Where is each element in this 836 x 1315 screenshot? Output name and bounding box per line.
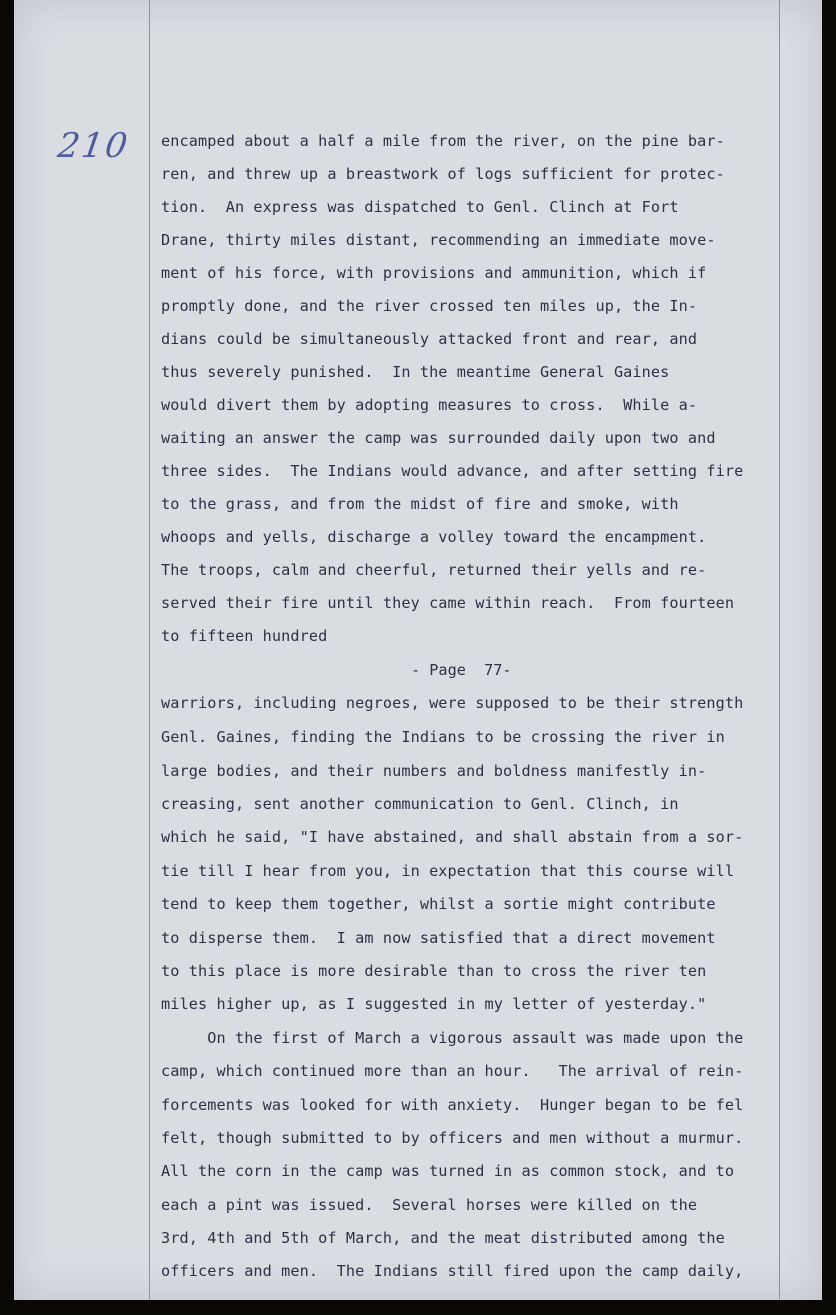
text-line: three sides. The Indians would advance, and after setting fire bbox=[161, 462, 744, 480]
page-marker: - Page 77- bbox=[411, 661, 512, 679]
text-line: to this place is more desirable than to cross the river ten bbox=[161, 962, 707, 980]
text-line: warriors, including negroes, were supposed to be their strength bbox=[161, 694, 744, 712]
text-line: Genl. Gaines, finding the Indians to be crossing the river in bbox=[161, 728, 725, 746]
text-line: tend to keep them together, whilst a sortie might contribute bbox=[161, 895, 716, 913]
text-line: would divert them by adopting measures to cross. While a- bbox=[161, 396, 698, 414]
text-line: officers and men. The Indians still fired upon the camp daily, bbox=[161, 1262, 744, 1280]
text-line: each a pint was issued. Several horses were killed on the bbox=[161, 1196, 698, 1214]
text-line: creasing, sent another communication to Genl. Clinch, in bbox=[161, 795, 679, 813]
text-line: All the corn in the camp was turned in as common stock, and to bbox=[161, 1162, 735, 1180]
right-margin-rule bbox=[779, 0, 780, 1300]
text-line: large bodies, and their numbers and boldness manifestly in- bbox=[161, 762, 707, 780]
text-line: promptly done, and the river crossed ten miles up, the In- bbox=[161, 297, 698, 315]
text-line: Drane, thirty miles distant, recommending an immediate move- bbox=[161, 231, 716, 249]
text-line: forcements was looked for with anxiety. Hunger began to be fel bbox=[161, 1096, 744, 1114]
text-line: dians could be simultaneously attacked front and rear, and bbox=[161, 330, 698, 348]
text-line: ren, and threw up a breastwork of logs sufficient for protec- bbox=[161, 165, 725, 183]
left-margin-rule bbox=[149, 0, 150, 1300]
text-line: ment of his force, with provisions and ammunition, which if bbox=[161, 264, 707, 282]
text-line: which he said, "I have abstained, and shall abstain from a sor- bbox=[161, 828, 744, 846]
typescript-page bbox=[14, 0, 822, 1300]
text-line: On the first of March a vigorous assault was made upon the bbox=[161, 1029, 744, 1047]
handwritten-page-number: 210 bbox=[55, 126, 132, 166]
text-line: encamped about a half a mile from the river, on the pine bar- bbox=[161, 132, 725, 150]
text-line: tie till I hear from you, in expectation that this course will bbox=[161, 862, 735, 880]
text-line: to disperse them. I am now satisfied that a direct movement bbox=[161, 929, 716, 947]
text-line: to fifteen hundred bbox=[161, 627, 328, 645]
text-line: to the grass, and from the midst of fire and smoke, with bbox=[161, 495, 679, 513]
text-line: tion. An express was dispatched to Genl. Clinch at Fort bbox=[161, 198, 679, 216]
text-line: The troops, calm and cheerful, returned their yells and re- bbox=[161, 561, 707, 579]
text-line: served their fire until they came within reach. From fourteen bbox=[161, 594, 735, 612]
text-line: miles higher up, as I suggested in my letter of yesterday." bbox=[161, 995, 707, 1013]
text-line: whoops and yells, discharge a volley toward the encampment. bbox=[161, 528, 707, 546]
text-line: 3rd, 4th and 5th of March, and the meat distributed among the bbox=[161, 1229, 725, 1247]
text-line: waiting an answer the camp was surrounded daily upon two and bbox=[161, 429, 716, 447]
text-line: camp, which continued more than an hour. The arrival of rein- bbox=[161, 1062, 744, 1080]
text-line: thus severely punished. In the meantime General Gaines bbox=[161, 363, 670, 381]
text-line: felt, though submitted to by officers and men without a murmur. bbox=[161, 1129, 744, 1147]
